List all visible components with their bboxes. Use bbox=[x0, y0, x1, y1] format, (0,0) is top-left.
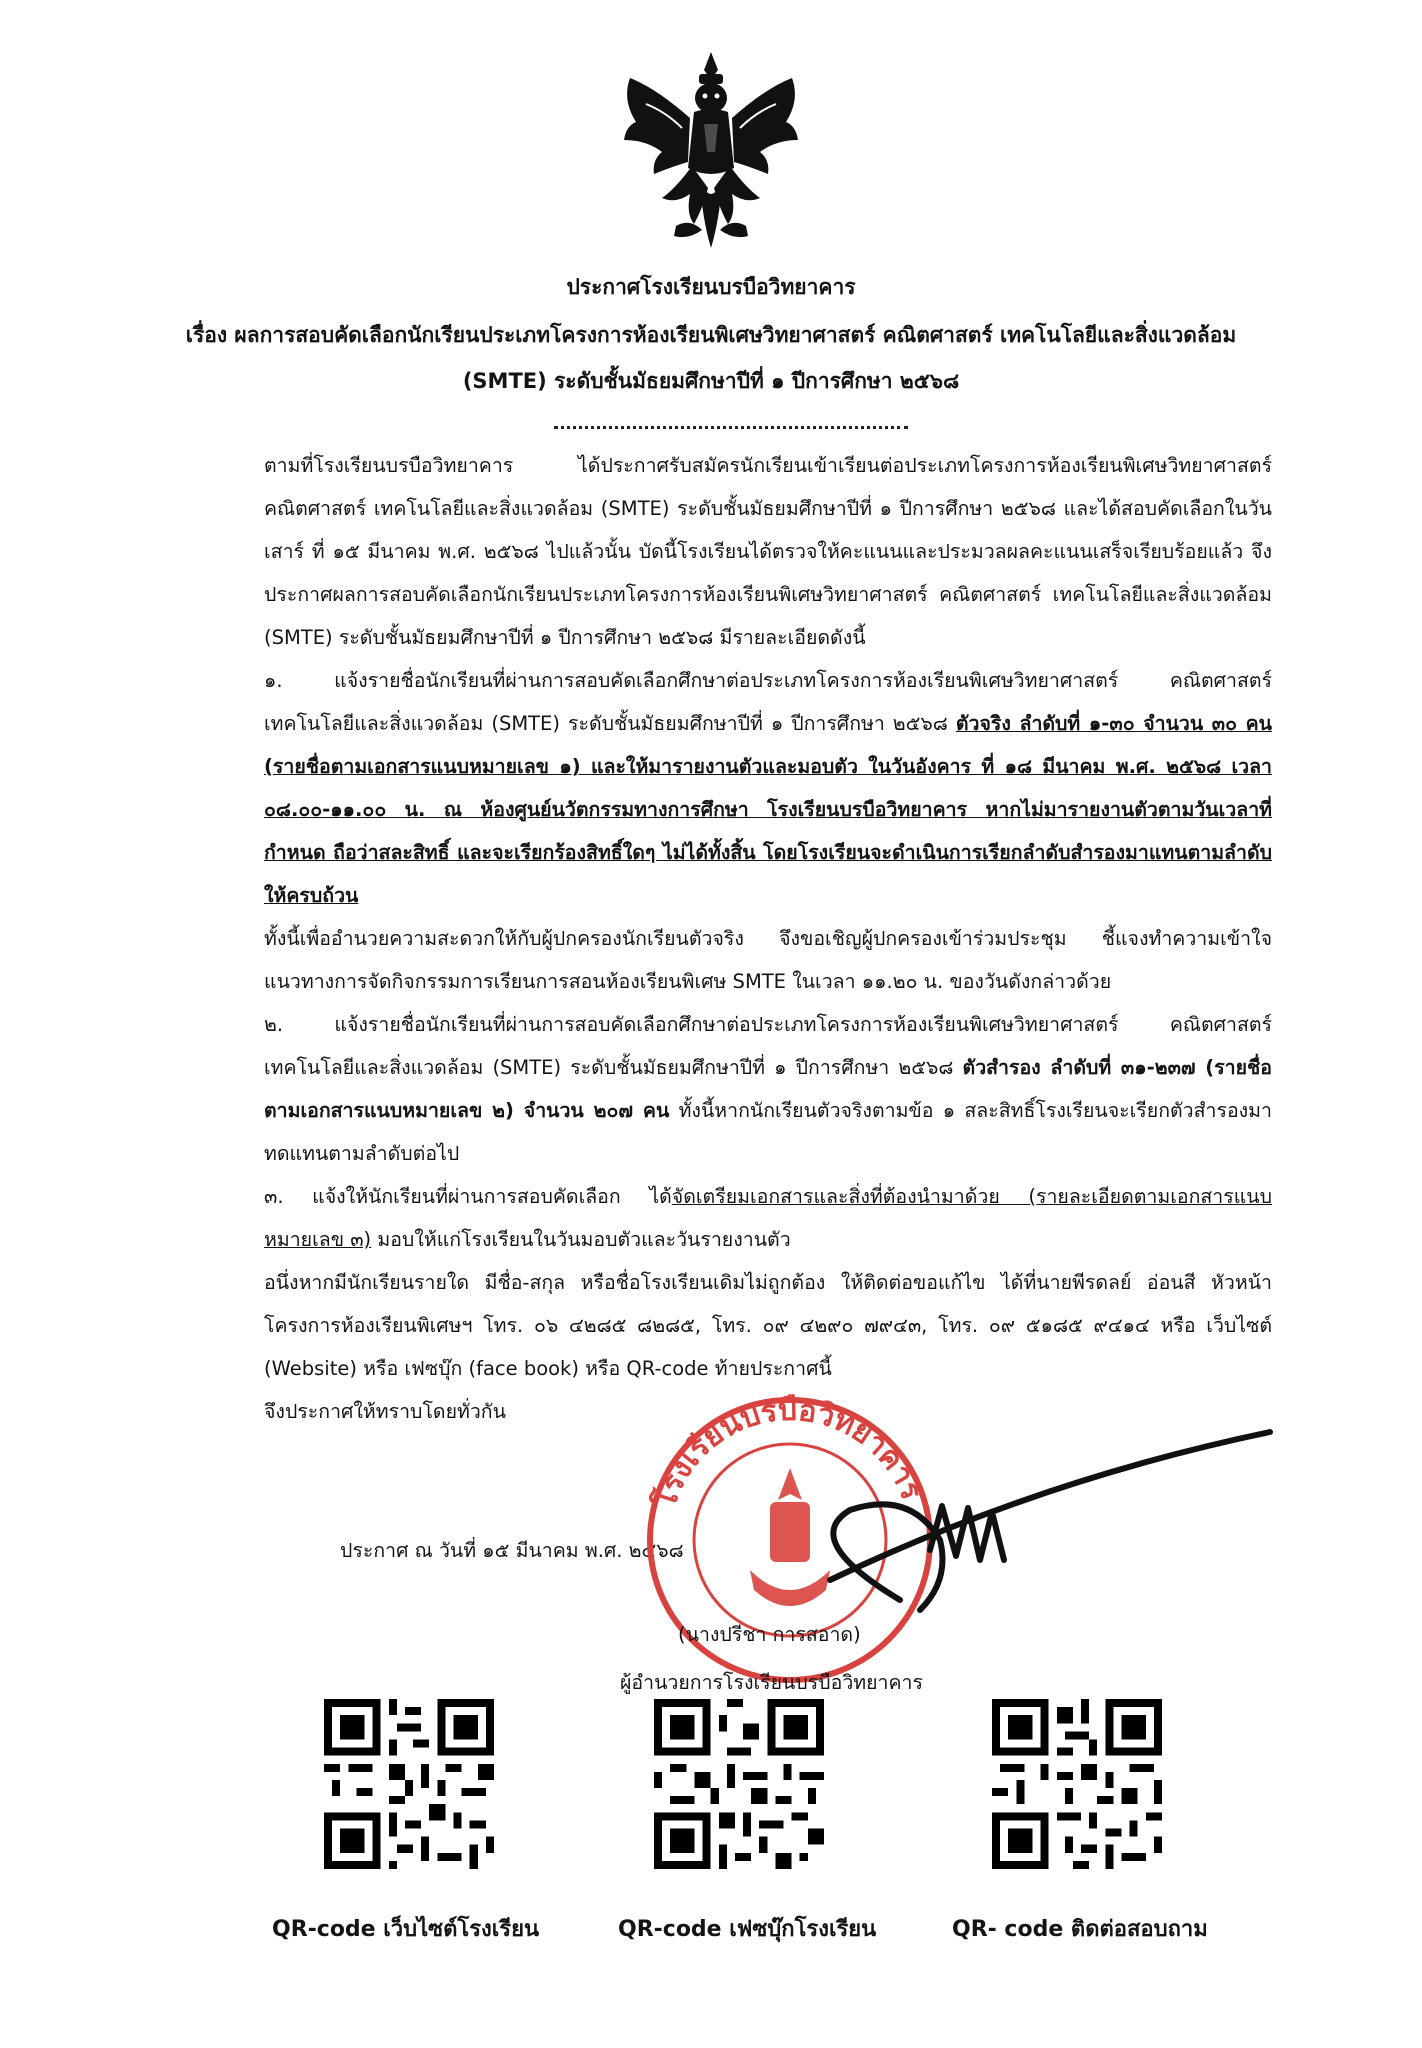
closing-line: จึงประกาศให้ทราบโดยทั่วกัน bbox=[264, 1400, 506, 1423]
subject-line-1: เรื่อง ผลการสอบคัดเลือกนักเรียนประเภทโครงการห้องเรียนพิเศษวิทยาศาสตร์ คณิตศาสตร์ เทคโนโลยีและสิ่งแวดล้อม bbox=[185, 323, 1237, 347]
signer-title: ผู้อำนวยการโรงเรียนบรบือวิทยาคาร bbox=[620, 1671, 923, 1694]
stamp-text: โรงเรียนบรบือวิทยาคาร bbox=[647, 1392, 929, 1513]
qr-label-facebook: QR-code เฟซบุ๊กโรงเรียน bbox=[618, 1917, 877, 1942]
contact-paragraph: อนึ่งหากมีนักเรียนรายใด มีชื่อ-สกุล หรือชื่อโรงเรียนเดิมไม่ถูกต้อง ให้ติดต่อขอแก้ไข ได้ที่นายพีรดลย์ อ่อนสี หัวหน้าโครงการห้องเรียนพิเศษฯ โทร. ๐๖ ๔๒๘๕ ๘๒๘๕, โทร. ๐๙ ๔๒๙๐ ๗๙๔๓, โทร. ๐๙ ๕๑๘๕ ๙๔๑๔ หรือ เว็บไซต์ (Website) หรือ เฟซบุ๊ก (face book) หรือ QR-code ท้ายประกาศนี้ bbox=[264, 1271, 1272, 1380]
dotted-separator bbox=[554, 426, 908, 429]
announcement-date: ประกาศ ณ วันที่ ๑๕ มีนาคม พ.ศ. ๒๕๖๘ bbox=[340, 1539, 684, 1562]
qr-label-website: QR-code เว็บไซต์โรงเรียน bbox=[272, 1917, 540, 1942]
item-2-tail: ทั้งนี้หากนักเรียนตัวจริงตามข้อ ๑ สละสิทธิ์โรงเรียนจะเรียกตัวสำรองมาทดแทนตามลำดับต่อไป bbox=[264, 1099, 1272, 1165]
item-3-tail: มอบให้แก่โรงเรียนในวันมอบตัวและวันรายงานตัว bbox=[371, 1228, 791, 1251]
qr-code-website bbox=[324, 1698, 494, 1870]
item-2-lead: ๒. แจ้งรายชื่อนักเรียนที่ผ่านการสอบคัดเลือกศึกษาต่อประเภทโครงการห้องเรียนพิเศษวิทยาศาสตร์ คณิตศาสตร์ เทคโนโลยีและสิ่งแวดล้อม (SMTE) ระดับชั้นมัธยมศึกษาปีที่ ๑ ปีการศึกษา ๒๕๖๘ bbox=[264, 1013, 1272, 1079]
qr-label-contact: QR- code ติดต่อสอบถาม bbox=[952, 1917, 1208, 1942]
item-1-emphasis: ตัวจริง ลำดับที่ ๑-๓๐ จำนวน ๓๐ คน (รายชื่อตามเอกสารแนบหมายเลข ๑) และให้มารายงานตัวและมอบตัว ในวันอังคาร ที่ ๑๘ มีนาคม พ.ศ. ๒๕๖๘ เวลา ๐๘.๐๐-๑๑.๐๐ น. ณ ห้องศูนย์นวัตกรรมทางการศึกษา โรงเรียนบรบือวิทยาคาร หากไม่มารายงานตัวตามวันเวลาที่กำหนด ถือว่าสละสิทธิ์ และจะเรียกร้องสิทธิ์ใดๆ ไม่ได้ทั้งสิ้น โดยโรงเรียนจะดำเนินการเรียกลำดับสำรองมาแทนตามลำดับให้ครบถ้วน bbox=[264, 712, 1272, 907]
item-1-lead: ๑. แจ้งรายชื่อนักเรียนที่ผ่านการสอบคัดเลือกศึกษาต่อประเภทโครงการห้องเรียนพิเศษวิทยาศาสตร์ คณิตศาสตร์ เทคโนโลยีและสิ่งแวดล้อม (SMTE) ระดับชั้นมัธยมศึกษาปีที่ ๑ ปีการศึกษา ๒๕๖๘ bbox=[264, 669, 1272, 735]
announcement-body bbox=[176, 444, 1272, 1433]
item-2-emphasis: ตัวสำรอง ลำดับที่ ๓๑-๒๓๗ (รายชื่อตามเอกสารแนบหมายเลข ๒) จำนวน ๒๐๗ คน bbox=[264, 1056, 1272, 1122]
meeting-paragraph: ทั้งนี้เพื่ออำนวยความสะดวกให้กับผู้ปกครองนักเรียนตัวจริง จึงขอเชิญผู้ปกครองเข้าร่วมประชุม ชี้แจงทำความเข้าใจ แนวทางการจัดกิจกรรมการเรียนการสอนห้องเรียนพิเศษ SMTE ในเวลา ๑๑.๒๐ น. ของวันดังกล่าวด้วย bbox=[264, 927, 1272, 993]
qr-code-contact bbox=[992, 1698, 1162, 1870]
item-3-emphasis: จัดเตรียมเอกสารและสิ่งที่ต้องนำมาด้วย (รายละเอียดตามเอกสารแนบหมายเลข ๓) bbox=[264, 1185, 1272, 1251]
item-1-paragraph bbox=[176, 659, 1272, 917]
qr-code-facebook bbox=[654, 1698, 824, 1870]
intro-paragraph: ตามที่โรงเรียนบรบือวิทยาคาร ได้ประกาศรับสมัครนักเรียนเข้าเรียนต่อประเภทโครงการห้องเรียนพิเศษวิทยาศาสตร์ คณิตศาสตร์ เทคโนโลยีและสิ่งแวดล้อม (SMTE) ระดับชั้นมัธยมศึกษาปีที่ ๑ ปีการศึกษา ๒๕๖๘ และได้สอบคัดเลือกในวันเสาร์ ที่ ๑๕ มีนาคม พ.ศ. ๒๕๖๘ ไปแล้วนั้น บัดนี้โรงเรียนได้ตรวจให้คะแนนและประมวลผลคะแนนเสร็จเรียบร้อยแล้ว จึงประกาศผลการสอบคัดเลือกนักเรียนประเภทโครงการห้องเรียนพิเศษวิทยาศาสตร์ คณิตศาสตร์ เทคโนโลยีและสิ่งแวดล้อม (SMTE) ระดับชั้นมัธยมศึกษาปีที่ ๑ ปีการศึกษา ๒๕๖๘ มีรายละเอียดดังนี้ bbox=[264, 454, 1272, 649]
garuda-emblem bbox=[616, 48, 806, 256]
signer-name: (นางปรีชา การสอาด) bbox=[678, 1623, 861, 1646]
subject-line-2: (SMTE) ระดับชั้นมัธยมศึกษาปีที่ ๑ ปีการศึกษา ๒๕๖๘ bbox=[462, 369, 960, 393]
item-2-paragraph bbox=[176, 1003, 1272, 1175]
item-3-paragraph bbox=[176, 1175, 1272, 1261]
item-3-lead: ๓. แจ้งให้นักเรียนที่ผ่านการสอบคัดเลือก ได้ bbox=[264, 1185, 672, 1208]
announcer-title: ประกาศโรงเรียนบรบือวิทยาคาร bbox=[566, 275, 856, 299]
